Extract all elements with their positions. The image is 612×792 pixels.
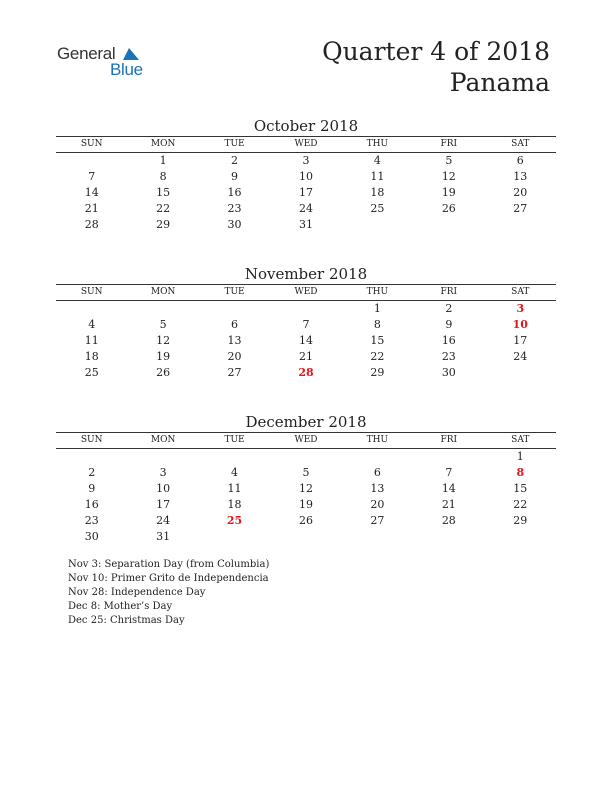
day-cell: 11 xyxy=(84,334,99,347)
day-cell: 22 xyxy=(370,350,385,363)
day-cell: 13 xyxy=(227,334,242,347)
day-cell: 31 xyxy=(156,530,171,543)
day-cell: 8 xyxy=(373,318,381,331)
logo-text-general: General xyxy=(57,44,116,63)
page-title xyxy=(322,36,550,98)
week-row xyxy=(56,513,556,529)
day-cell: 30 xyxy=(227,218,242,231)
weekday-header: SAT xyxy=(485,137,556,153)
day-cell: 1 xyxy=(516,450,524,463)
day-cell: 31 xyxy=(298,218,313,231)
day-cell: 15 xyxy=(513,482,528,495)
weekday-header: SUN xyxy=(56,433,127,449)
day-cell xyxy=(342,529,413,545)
weekday-header: THU xyxy=(342,285,413,301)
week-row xyxy=(56,333,556,349)
day-cell: 1 xyxy=(159,154,167,167)
day-cell: 2 xyxy=(231,154,239,167)
day-cell: 1 xyxy=(373,302,381,315)
day-cell: 9 xyxy=(445,318,453,331)
day-cell xyxy=(485,217,556,233)
country-title: Panama xyxy=(449,68,550,97)
weekday-header: SAT xyxy=(485,433,556,449)
holiday-day-cell: 8 xyxy=(516,466,525,479)
day-cell: 13 xyxy=(370,482,385,495)
day-cell: 26 xyxy=(441,202,456,215)
weekday-header: SUN xyxy=(56,137,127,153)
logo-triangle-icon xyxy=(123,46,139,60)
day-cell: 12 xyxy=(441,170,456,183)
holiday-note: Nov 10: Primer Grito de Independencia xyxy=(68,573,269,584)
day-cell: 10 xyxy=(298,170,313,183)
month-november xyxy=(56,265,556,381)
day-cell: 26 xyxy=(298,514,313,527)
day-cell: 18 xyxy=(227,498,242,511)
day-cell: 21 xyxy=(441,498,456,511)
day-cell: 20 xyxy=(227,350,242,363)
day-cell: 3 xyxy=(302,154,310,167)
day-cell: 19 xyxy=(298,498,313,511)
day-cell: 18 xyxy=(84,350,99,363)
day-cell: 17 xyxy=(513,334,528,347)
day-cell: 11 xyxy=(370,170,385,183)
day-cell: 12 xyxy=(156,334,171,347)
weekday-header: TUE xyxy=(199,137,270,153)
day-cell xyxy=(127,449,198,466)
weekday-header: MON xyxy=(127,433,198,449)
week-row xyxy=(56,349,556,365)
day-cell: 24 xyxy=(298,202,313,215)
day-cell: 25 xyxy=(370,202,385,215)
week-row xyxy=(56,365,556,381)
week-row xyxy=(56,449,556,466)
day-cell: 29 xyxy=(370,366,385,379)
day-cell: 27 xyxy=(370,514,385,527)
day-cell: 20 xyxy=(370,498,385,511)
week-row xyxy=(56,153,556,170)
holiday-note: Dec 8: Mother’s Day xyxy=(68,601,173,612)
day-cell xyxy=(56,449,127,466)
day-cell: 6 xyxy=(516,154,524,167)
day-cell xyxy=(485,365,556,381)
day-cell: 22 xyxy=(513,498,528,511)
day-cell: 4 xyxy=(88,318,96,331)
day-cell: 21 xyxy=(84,202,99,215)
day-cell: 19 xyxy=(441,186,456,199)
calendar-grid xyxy=(56,284,556,381)
weekday-header: MON xyxy=(127,285,198,301)
weekday-header: WED xyxy=(270,433,341,449)
day-cell xyxy=(413,449,484,466)
holiday-note: Dec 25: Christmas Day xyxy=(68,615,185,626)
day-cell: 13 xyxy=(513,170,528,183)
holiday-note: Nov 3: Separation Day (from Columbia) xyxy=(68,559,270,570)
day-cell: 6 xyxy=(231,318,239,331)
day-cell: 7 xyxy=(445,466,453,479)
weekday-header: THU xyxy=(342,137,413,153)
day-cell: 10 xyxy=(156,482,171,495)
day-cell: 17 xyxy=(156,498,171,511)
day-cell: 14 xyxy=(298,334,313,347)
holiday-day-cell: 25 xyxy=(226,514,243,527)
day-cell: 9 xyxy=(231,170,239,183)
day-cell: 19 xyxy=(156,350,171,363)
day-cell: 18 xyxy=(370,186,385,199)
holiday-day-cell: 3 xyxy=(516,302,525,315)
quarter-title: Quarter 4 of 2018 xyxy=(322,37,550,66)
day-cell xyxy=(342,217,413,233)
day-cell: 23 xyxy=(84,514,99,527)
day-cell xyxy=(413,217,484,233)
day-cell: 4 xyxy=(231,466,239,479)
day-cell: 26 xyxy=(156,366,171,379)
holiday-notes xyxy=(68,558,269,628)
day-cell: 30 xyxy=(84,530,99,543)
day-cell xyxy=(56,301,127,318)
holiday-day-cell: 28 xyxy=(298,366,314,379)
day-cell: 8 xyxy=(159,170,167,183)
week-row xyxy=(56,169,556,185)
day-cell: 17 xyxy=(298,186,313,199)
day-cell: 21 xyxy=(298,350,313,363)
day-cell: 27 xyxy=(227,366,242,379)
day-cell: 28 xyxy=(84,218,99,231)
day-cell xyxy=(199,529,270,545)
generalblue-logo xyxy=(57,44,167,84)
day-cell xyxy=(270,449,341,466)
weekday-header: WED xyxy=(270,285,341,301)
day-cell: 20 xyxy=(513,186,528,199)
month-title: November 2018 xyxy=(244,265,368,283)
weekday-header: THU xyxy=(342,433,413,449)
day-cell: 5 xyxy=(159,318,167,331)
day-cell: 5 xyxy=(445,154,453,167)
day-cell: 3 xyxy=(159,466,167,479)
week-row xyxy=(56,497,556,513)
day-cell: 24 xyxy=(513,350,528,363)
holiday-day-cell: 10 xyxy=(512,318,528,331)
weekday-header: SAT xyxy=(485,285,556,301)
day-cell: 11 xyxy=(227,482,242,495)
day-cell xyxy=(270,529,341,545)
day-cell xyxy=(270,301,341,318)
day-cell xyxy=(127,301,198,318)
week-row xyxy=(56,185,556,201)
day-cell: 7 xyxy=(88,170,96,183)
day-cell xyxy=(342,449,413,466)
day-cell xyxy=(199,449,270,466)
week-row xyxy=(56,201,556,217)
day-cell: 15 xyxy=(370,334,385,347)
holiday-note: Nov 28: Independence Day xyxy=(68,587,206,598)
day-cell: 16 xyxy=(441,334,456,347)
day-cell: 16 xyxy=(227,186,242,199)
week-row xyxy=(56,529,556,545)
day-cell: 14 xyxy=(441,482,456,495)
weekday-header: TUE xyxy=(199,433,270,449)
day-cell: 14 xyxy=(84,186,99,199)
day-cell xyxy=(485,529,556,545)
week-row xyxy=(56,217,556,233)
day-cell: 4 xyxy=(373,154,381,167)
calendar-grid xyxy=(56,136,556,233)
day-cell: 23 xyxy=(227,202,242,215)
day-cell xyxy=(199,301,270,318)
day-cell: 2 xyxy=(445,302,453,315)
day-cell xyxy=(413,529,484,545)
day-cell: 5 xyxy=(302,466,310,479)
weekday-header: TUE xyxy=(199,285,270,301)
day-cell: 23 xyxy=(441,350,456,363)
day-cell: 12 xyxy=(298,482,313,495)
weekday-header: FRI xyxy=(413,285,484,301)
week-row xyxy=(56,465,556,481)
calendar-grid xyxy=(56,432,556,545)
day-cell: 29 xyxy=(156,218,171,231)
day-cell: 25 xyxy=(84,366,99,379)
weekday-header: SUN xyxy=(56,285,127,301)
weekday-header: MON xyxy=(127,137,198,153)
day-cell: 22 xyxy=(156,202,171,215)
month-title: October 2018 xyxy=(253,117,359,135)
weekday-header: WED xyxy=(270,137,341,153)
weekday-header: FRI xyxy=(413,433,484,449)
logo-text-blue: Blue xyxy=(110,60,143,79)
day-cell: 2 xyxy=(88,466,96,479)
week-row xyxy=(56,301,556,318)
day-cell: 7 xyxy=(302,318,310,331)
day-cell: 29 xyxy=(513,514,528,527)
day-cell: 6 xyxy=(373,466,381,479)
day-cell: 15 xyxy=(156,186,171,199)
day-cell: 28 xyxy=(441,514,456,527)
day-cell: 30 xyxy=(441,366,456,379)
day-cell: 16 xyxy=(84,498,99,511)
week-row xyxy=(56,481,556,497)
month-december xyxy=(56,413,556,545)
day-cell xyxy=(56,153,127,170)
day-cell: 27 xyxy=(513,202,528,215)
weekday-header: FRI xyxy=(413,137,484,153)
day-cell: 9 xyxy=(88,482,96,495)
week-row xyxy=(56,317,556,333)
day-cell: 24 xyxy=(156,514,171,527)
month-october xyxy=(56,117,556,233)
month-title: December 2018 xyxy=(245,413,367,431)
